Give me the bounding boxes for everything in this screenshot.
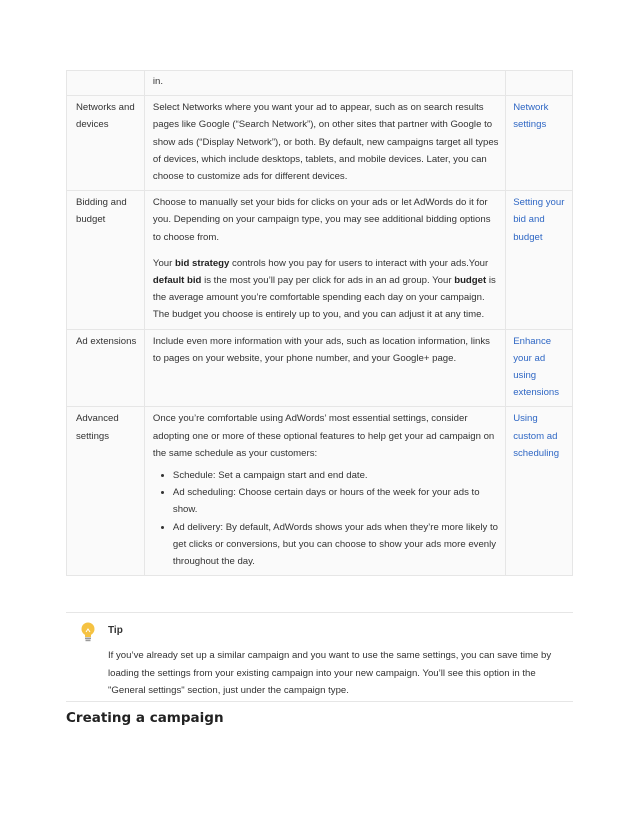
settings-table — [66, 70, 573, 576]
advanced-paragraph: Once you’re comfortable using AdWords’ most essential settings, consider adopting one or more of these optional features to help get your ad campaign on the same schedule as your customers: — [152, 413, 495, 459]
setting-label — [67, 71, 145, 96]
setting-label: Ad extensions — [67, 329, 145, 407]
default-bid-term: default bid — [152, 275, 202, 287]
ad-scheduling-link[interactable]: Using custom ad scheduling — [506, 407, 573, 576]
setting-description: in. — [144, 71, 505, 96]
table-row — [67, 71, 573, 96]
setting-description — [144, 191, 505, 329]
setting-description — [144, 407, 505, 576]
advanced-bullet-list — [153, 467, 499, 570]
table-row — [67, 407, 573, 576]
tip-title: Tip — [108, 625, 123, 636]
setting-description: Include even more information with your ads, such as location information, links to pages on your website, your phone number, and your Google+ page. — [144, 329, 505, 407]
bid-budget-link[interactable]: Setting your bid and budget — [506, 191, 573, 329]
tip-body: If you’ve already set up a similar campaign and you want to use the same settings, you can save time by loading the settings from your existing campaign into your new campaign. You’ll see this option in the "General settings" section, just under the campaign type. — [108, 650, 552, 697]
setting-label: Bidding and budget — [67, 191, 145, 329]
table-row — [67, 191, 573, 329]
budget-term: budget — [454, 275, 487, 287]
lightbulb-icon — [79, 621, 97, 643]
section-heading: Creating a campaign — [66, 710, 224, 726]
bidding-paragraph-2: Your bid strategy controls how you pay for users to interact with your ads.Your default bid is the most you’ll pay per click for ads in an ad group. Your budget is the average amount you’re comfortable spending each day on your campaign. The budget you choose is entirely up to you, and you can adjust it at any time. — [152, 257, 496, 321]
list-item: • Ad scheduling: Choose certain days or hours of the week for your ads to show. — [173, 484, 499, 518]
bidding-paragraph-1: Choose to manually set your bids for clicks on your ads or let AdWords do it for you. Depending on your campaign type, you may see additional bidding options to choose from. — [152, 197, 491, 243]
extensions-link[interactable]: Enhance your ad using extensions — [506, 329, 573, 407]
network-settings-link[interactable]: Network settings — [506, 96, 573, 191]
setting-label: Advanced settings — [67, 407, 145, 576]
setting-link[interactable] — [506, 71, 573, 96]
list-item: • Schedule: Set a campaign start and end date. — [173, 467, 499, 484]
tip-box — [66, 612, 573, 702]
setting-description: Select Networks where you want your ad to appear, such as on search results pages like Google (“Search Network”), on other sites that partner with Google to show ads (“Display Network”), or both. By default, new campaigns target all types of devices, which include desktops, tablets, and mobile devices. Later, you can choose to customize ads for different devices. — [144, 96, 505, 191]
bid-strategy-term: bid strategy — [174, 257, 230, 269]
table-row — [67, 329, 573, 407]
setting-label: Networks and devices — [67, 96, 145, 191]
list-item: • Ad delivery: By default, AdWords shows your ads when they’re more likely to get clicks or conversions, but you can choose to show your ads more evenly throughout the day. — [173, 519, 499, 571]
table-row — [67, 96, 573, 191]
